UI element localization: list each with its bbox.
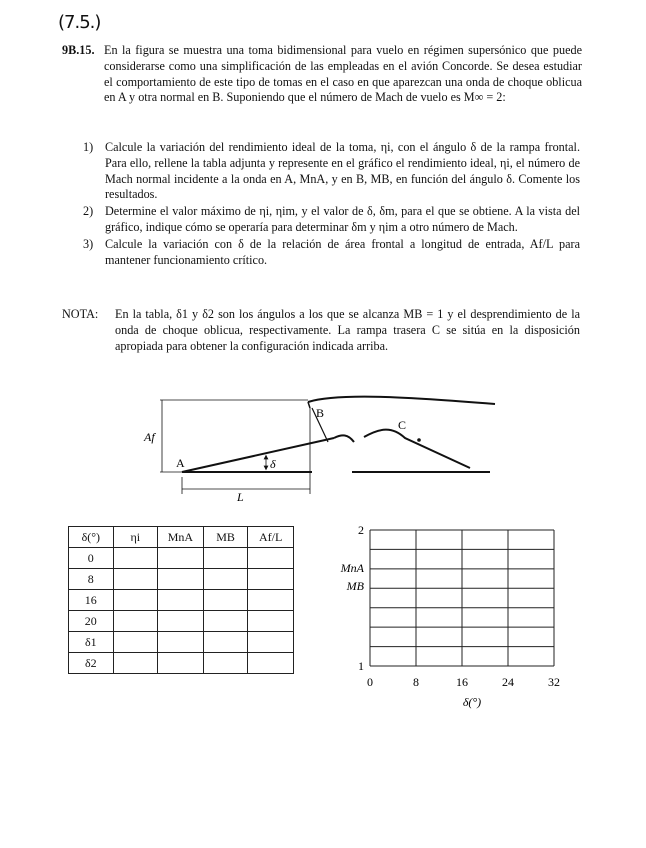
row-delta: 8 [69,569,114,590]
col-delta: δ(°) [69,527,114,548]
col-mna: MnA [158,527,204,548]
cowl-upper-line [308,397,495,404]
label-af: Af [144,430,155,444]
problem-number: 9B.15. [62,43,95,57]
question-list [83,140,580,269]
x-axis-label: δ(°) [462,695,482,709]
y-tick-label: 1 [358,659,364,673]
table-row [69,632,294,653]
cowl-lip [308,402,310,408]
x-tick-label: 24 [502,675,514,689]
x-tick-label: 8 [413,675,419,689]
question-number: 2) [83,204,94,219]
rear-ramp-c [364,430,470,468]
label-l: L [237,490,244,504]
row-delta: δ2 [69,653,114,674]
col-eta: ηi [113,527,157,548]
inlet-figure [120,360,510,510]
table-row [69,548,294,569]
series-label: MB [346,579,364,593]
row-delta: 20 [69,611,114,632]
ramp-arc [334,435,354,442]
row-delta: 16 [69,590,114,611]
label-c: C [398,418,407,432]
ramp-c-point [417,438,421,442]
row-delta: 0 [69,548,114,569]
table-row [69,611,294,632]
question-1 [83,140,580,203]
col-mb: MB [203,527,248,548]
question-number: 1) [83,140,94,154]
blank-chart [330,516,570,716]
series-label: MnA [340,561,364,575]
question-text: Calcule la variación con δ de la relación de área frontal a longitud de entrada, Af/L para mantener funcionamiento crítico. [105,236,580,267]
x-tick-label: 16 [456,675,468,689]
col-af-l: Af/L [248,527,294,548]
x-tick-label: 32 [548,675,560,689]
nota-text: En la tabla, δ1 y δ2 son los ángulos a los que se alcanza MB = 1 y el desprendimiento de la onda de choque oblicua, respectivamente. La rampa trasera C se sitúa en la disposición apropiada para obtener la configuración indicada arriba. [115,307,580,353]
label-a: A [176,456,185,470]
label-delta: δ [270,457,276,471]
front-ramp [182,438,334,472]
row-delta: δ1 [69,632,114,653]
question-2 [83,204,580,236]
table-row [69,569,294,590]
table-row [69,590,294,611]
table-row [69,653,294,674]
question-text: Determine el valor máximo de ηi, ηim, y el valor de δ, δm, para el que se obtiene. A la vista del gráfico, indique cómo se operaría para determinar δm y ηim a otro número de Mach. [105,204,580,234]
results-table [68,526,294,674]
question-3 [83,237,580,269]
label-b: B [316,406,325,420]
question-text: Calcule la variación del rendimiento ideal de la toma, ηi, con el ángulo δ de la rampa frontal. Para ello, rellene la tabla adjunta y represente en el gráfico el rendimiento ideal, ηi, el número de Mach normal incidente a la onda en A, MnA, y en B, MB, en función del ángulo δ. Comente los resultados. [105,140,580,202]
x-tick-label: 0 [367,675,373,689]
question-number: 3) [83,236,94,251]
nota-label: NOTA: [62,307,99,321]
table-header-row [69,527,294,548]
handwritten-note: (7.5.) [58,12,101,33]
y-tick-label: 2 [358,523,364,537]
problem-statement: En la figura se muestra una toma bidimensional para vuelo en régimen supersónico que puede considerarse como una simplificación de las empleadas en el avión Concorde. Se desea estudiar el comportamiento de este tipo de tomas en el caso en que aparezcan una onda de choque oblicua en A y otra normal en B. Suponiendo que el número de Mach de vuelo es M∞ = 2: [104,43,582,105]
